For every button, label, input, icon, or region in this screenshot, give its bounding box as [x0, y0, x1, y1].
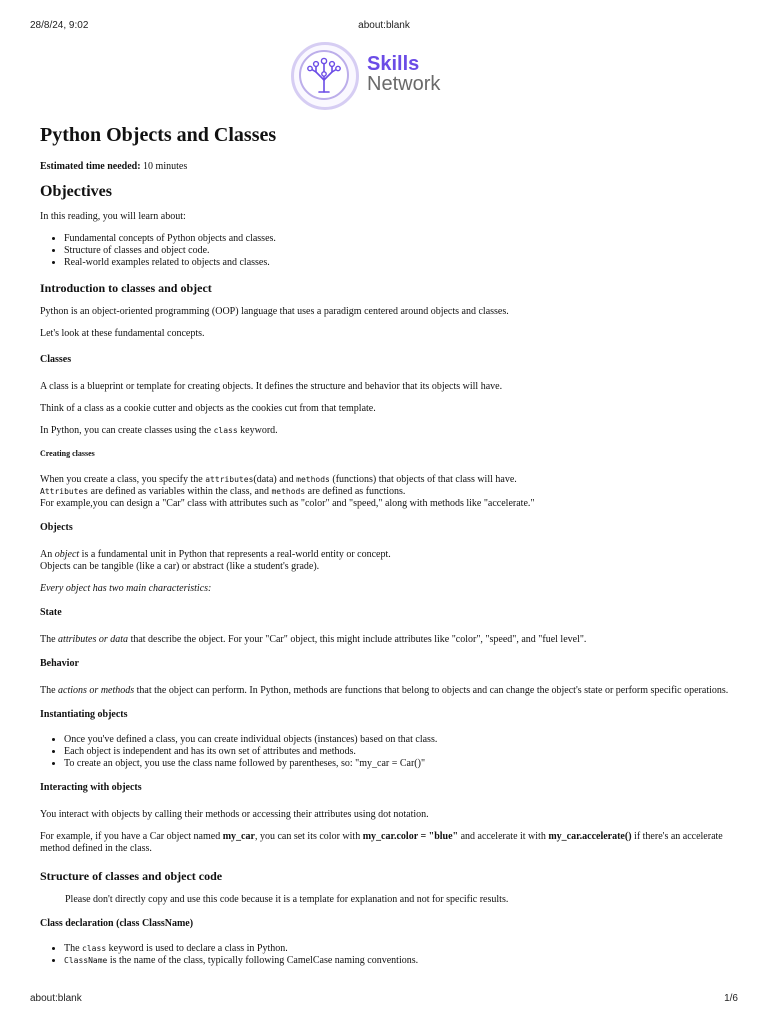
inline-code: attributes — [205, 475, 254, 484]
list-item: • To create an object, you use the class name followed by parentheses, so: "my_car = Car()" — [64, 758, 730, 770]
structure-heading: Structure of classes and object code — [40, 869, 223, 883]
skills-network-logo — [288, 40, 458, 114]
objectives-intro: In this reading, you will learn about: — [40, 211, 186, 222]
intro-paragraph: Python is an object-oriented programming (OOP) language that uses a paradigm centered around objects and classes. — [40, 306, 509, 317]
document-body — [40, 118, 730, 977]
class-declaration-list — [40, 943, 730, 967]
estimated-time-label: Estimated time needed: — [40, 161, 141, 172]
list-item: • The class keyword is used to declare a class in Python. — [64, 943, 730, 955]
behavior-heading: Behavior — [40, 658, 79, 669]
logo-word-network: Network — [367, 73, 441, 95]
class-declaration-heading: Class declaration (class ClassName) — [40, 918, 194, 929]
characteristics-note: Every object has two main characteristics: — [40, 583, 212, 594]
objectives-list — [40, 233, 730, 269]
estimated-time-value: 10 minutes — [143, 161, 188, 172]
classes-paragraph: A class is a blueprint or template for creating objects. It defines the structure and behavior that its objects will have. — [40, 381, 503, 392]
interacting-paragraph: You interact with objects by calling their methods or accessing their attributes using dot notation. — [40, 809, 429, 820]
structure-note: Please don't directly copy and use this code because it is a template for explanation and not for specific results. — [65, 894, 509, 905]
inline-code: ClassName — [64, 956, 108, 965]
inline-code: methods — [296, 475, 330, 484]
list-item: • ClassName is the name of the class, typically following CamelCase naming conventions. — [64, 955, 730, 967]
estimated-time — [40, 161, 730, 173]
print-page-title: about:blank — [358, 20, 410, 31]
inline-code: Attributes — [40, 487, 89, 496]
list-item: • Each object is independent and has its own set of attributes and methods. — [64, 746, 730, 758]
state-paragraph: The attributes or data that describe the object. For your "Car" object, this might include attributes like "color", "speed", and "fuel level". — [40, 634, 587, 645]
classes-paragraph-3: In Python, you can create classes using the class keyword. — [40, 425, 278, 436]
classes-paragraph-2: Think of a class as a cookie cutter and objects as the cookies cut from that template. — [40, 403, 376, 414]
list-item: • Structure of classes and object code. — [64, 245, 730, 257]
logo-word-skills: Skills — [367, 53, 420, 75]
creating-classes-heading: Creating classes — [40, 449, 95, 458]
inline-code: class — [213, 426, 238, 435]
instantiating-list — [40, 734, 730, 770]
inline-code: methods — [271, 487, 306, 496]
inline-code: class — [82, 944, 107, 953]
instantiating-heading: Instantiating objects — [40, 709, 128, 720]
objectives-heading: Objectives — [40, 183, 112, 200]
classes-heading: Classes — [40, 354, 72, 365]
state-heading: State — [40, 607, 62, 618]
print-page-number: 1/6 — [724, 993, 738, 1004]
list-item: • Real-world examples related to objects and classes. — [64, 257, 730, 269]
intro-heading: Introduction to classes and object — [40, 281, 212, 295]
objects-heading: Objects — [40, 522, 73, 533]
logo-badge — [291, 42, 359, 110]
print-datetime: 28/8/24, 9:02 — [30, 20, 89, 31]
print-footer-url: about:blank — [30, 993, 82, 1004]
tree-network-icon — [301, 52, 347, 98]
interacting-heading: Interacting with objects — [40, 782, 142, 793]
behavior-paragraph: The actions or methods that the object can perform. In Python, methods are functions that belong to objects and can change the object's state or perform specific operations. — [40, 685, 729, 696]
list-item: • Fundamental concepts of Python objects and classes. — [64, 233, 730, 245]
page-title: Python Objects and Classes — [40, 124, 277, 146]
creating-classes-paragraph: When you create a class, you specify the attributes(data) and methods (functions) that objects of that class will have. Attributes are defined as variables within the class, and methods are defined as functions. For example,you can design a "Car" class with attributes such as "color" and "speed," along with methods like "accelerate." — [40, 474, 535, 509]
intro-paragraph-2: Let's look at these fundamental concepts. — [40, 328, 205, 339]
list-item: • Once you've defined a class, you can create individual objects (instances) based on that class. — [64, 734, 730, 746]
interacting-paragraph-2: For example, if you have a Car object named my_car, you can set its color with my_car.color = "blue" and accelerate it with my_car.accelerate() if there's an accelerate method defined in the class. — [40, 831, 723, 854]
objects-paragraph: An object is a fundamental unit in Python that represents a real-world entity or concept. Objects can be tangible (like a car) or abstract (like a student's grade). — [40, 549, 391, 572]
